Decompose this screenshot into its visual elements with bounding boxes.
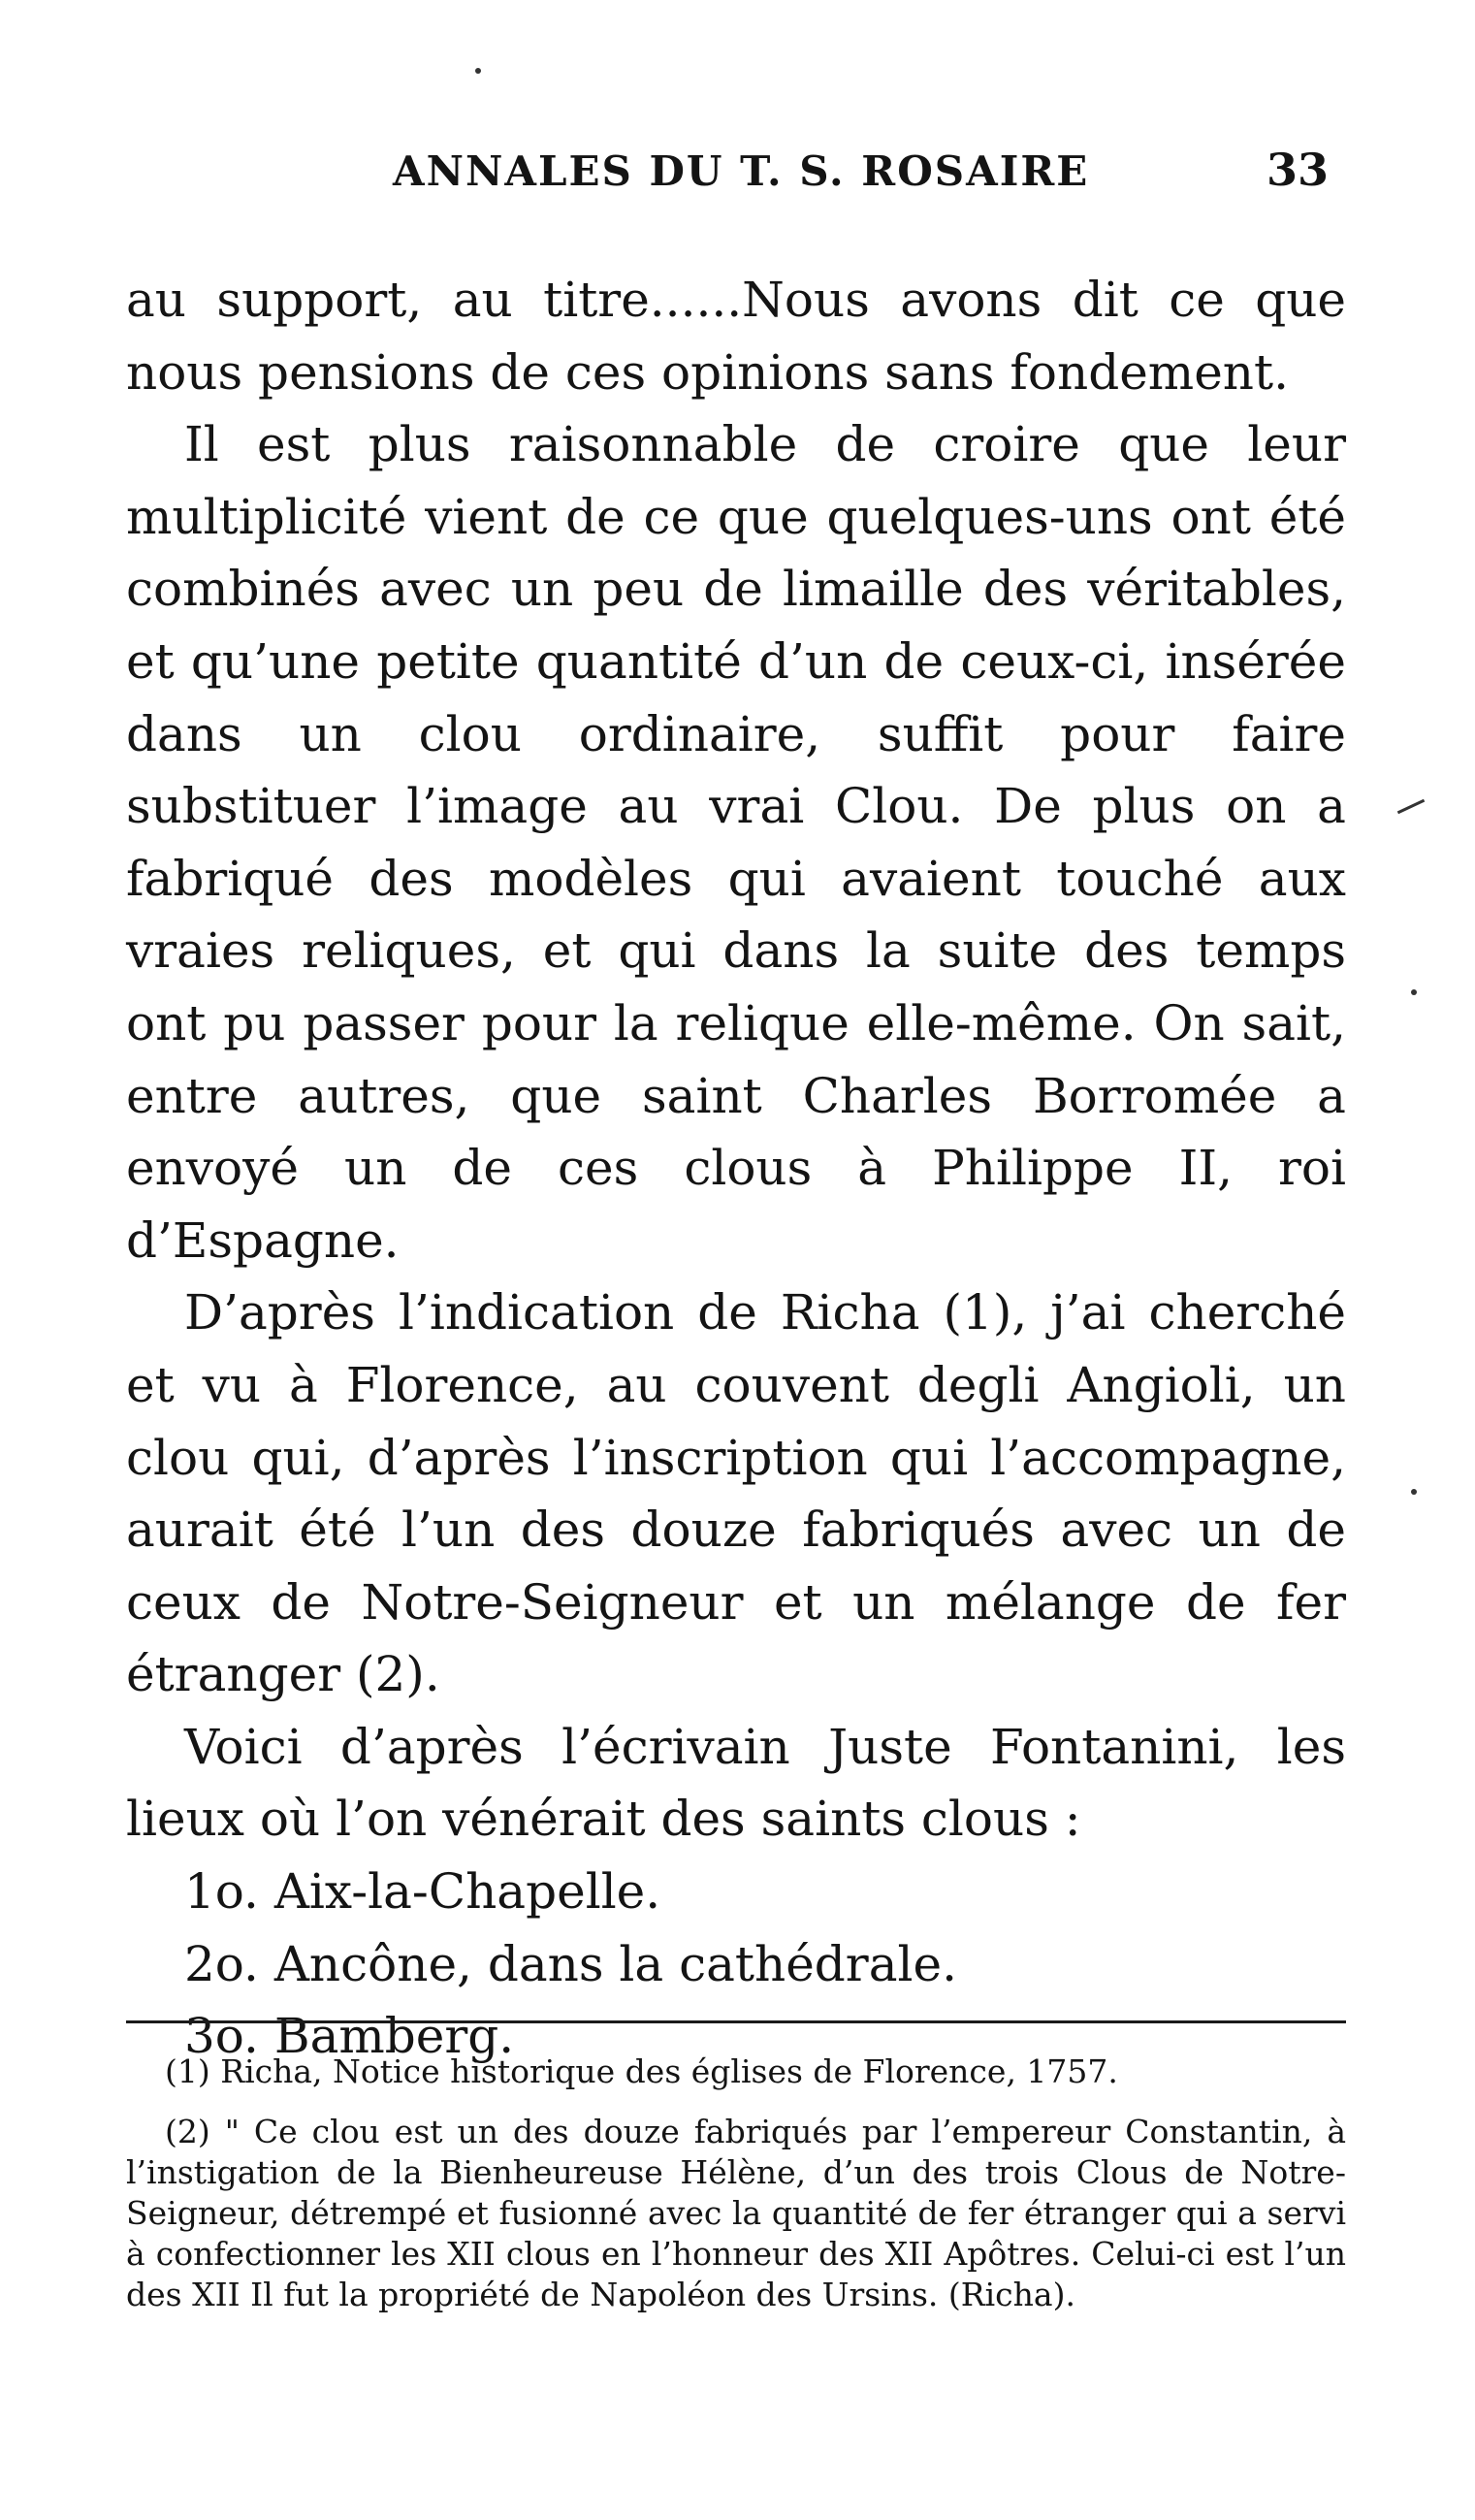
- paragraph: Il est plus raisonnable de croire que leur multiplicité vient de ce que quelques-uns ont été combinés avec un peu de limaille des véritables, et qu’une petite quantité d’un de ceux-ci, insérée dans un clou ordinaire, suffit pour faire substituer l’image au vrai Clou. De plus on a fabriqué des modèles qui avaient touché aux vraies reliques, et qui dans la suite des temps ont pu passer pour la relique elle-même. On sait, entre autres, que saint Charles Borromée a envoyé un de ces clous à Philippe II, roi d’Espagne.: [126, 416, 1346, 1269]
- print-speck: [1411, 989, 1417, 995]
- footnotes: [126, 2052, 1346, 2335]
- main-text: [126, 264, 1346, 2073]
- footnote-rule: [126, 2020, 1346, 2023]
- list-item: 1o. Aix-la-Chapelle.: [184, 1863, 661, 1921]
- list-item: 3o. Bamberg.: [184, 2008, 515, 2065]
- footnote: (2) " Ce clou est un des douze fabriqués par l’empereur Constantin, à l’instigation de la Bienheureuse Hélène, d’un des trois Clous de Notre-Seigneur, détrempé et fusionné avec la quantité de fer étranger qui a servi à confectionner les XII clous en l’honneur des XII Apôtres. Celui-ci est l’un des XII Il fut la propriété de Napoléon des Ursins. (Richa).: [126, 2113, 1346, 2313]
- paragraph: Voici d’après l’écrivain Juste Fontanini, les lieux où l’on vénérait des saints clous :: [126, 1718, 1346, 1848]
- print-speck: [475, 68, 481, 74]
- relic-locations-list: [126, 1856, 1346, 2073]
- page-header: [126, 144, 1358, 215]
- page-number: 33: [1266, 144, 1329, 196]
- list-item: 2o. Ancône, dans la cathédrale.: [184, 1935, 957, 1992]
- footnote: (1) Richa, Notice historique des églises de Florence, 1757.: [165, 2052, 1118, 2090]
- print-speck: [1397, 799, 1425, 814]
- paragraph: D’après l’indication de Richa (1), j’ai cherché et vu à Florence, au couvent degli Angioli, un clou qui, d’après l’inscription qui l’accompagne, aurait été l’un des douze fabriqués avec un de ceux de Notre-Seigneur et un mélange de fer étranger (2).: [126, 1284, 1346, 1703]
- paragraph-continuation: au support, au titre......Nous avons dit ce que nous pensions de ces opinions sans fondement.: [126, 272, 1346, 401]
- running-title: ANNALES DU T. S. ROSAIRE: [393, 147, 1090, 195]
- print-speck: [1411, 1489, 1417, 1495]
